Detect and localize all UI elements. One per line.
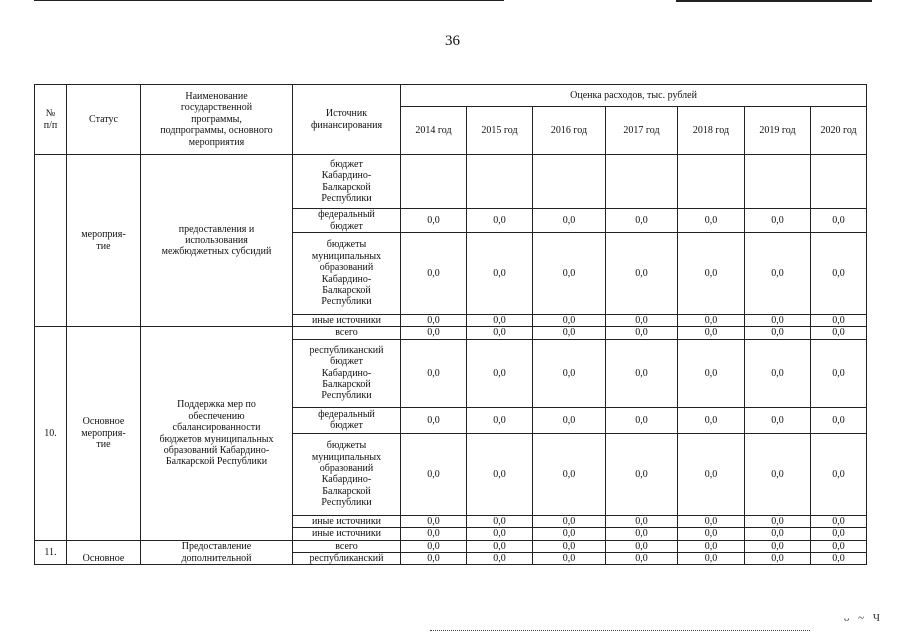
row-name: Поддержка мер по обеспечению сбалансированности бюджетов муниципальных образований Кабардино- Балкарской Республики (141, 327, 293, 540)
row-source: всего (293, 540, 401, 552)
value-cell: 0,0 (533, 315, 606, 327)
budget-table (34, 84, 867, 565)
header-costs: Оценка расходов, тыс. рублей (401, 85, 867, 107)
value-cell: 0,0 (606, 233, 678, 315)
value-cell: 0,0 (811, 407, 867, 433)
value-cell: 0,0 (811, 528, 867, 540)
value-cell: 0,0 (533, 339, 606, 407)
value-cell: 0,0 (811, 540, 867, 552)
value-cell: 0,0 (745, 407, 811, 433)
row-number: 10. (35, 327, 67, 540)
value-cell: 0,0 (811, 209, 867, 233)
value-cell: 0,0 (745, 515, 811, 527)
row-name: Предоставление дополнительной (141, 540, 293, 565)
table-row (35, 155, 867, 209)
value-cell (811, 155, 867, 209)
row-source: бюджеты муниципальных образований Кабардино- Балкарской Республики (293, 233, 401, 315)
handwritten-marks: ᴗ ~ Ч (843, 612, 883, 624)
row-status: Основное мероприя- тие (67, 327, 141, 540)
header-status: Статус (67, 85, 141, 155)
value-cell: 0,0 (467, 553, 533, 565)
value-cell: 0,0 (811, 553, 867, 565)
header-year: 2020 год (811, 107, 867, 155)
value-cell: 0,0 (533, 433, 606, 515)
header-year: 2016 год (533, 107, 606, 155)
value-cell: 0,0 (811, 315, 867, 327)
row-source: иные источники (293, 515, 401, 527)
value-cell: 0,0 (745, 315, 811, 327)
table-row (35, 540, 867, 552)
value-cell: 0,0 (745, 233, 811, 315)
page-number: 36 (445, 33, 460, 49)
row-number-empty (35, 155, 67, 327)
value-cell: 0,0 (606, 407, 678, 433)
value-cell: 0,0 (401, 209, 467, 233)
value-cell: 0,0 (467, 233, 533, 315)
value-cell: 0,0 (467, 540, 533, 552)
header-year: 2017 год (606, 107, 678, 155)
value-cell (606, 155, 678, 209)
value-cell: 0,0 (533, 407, 606, 433)
header-year: 2019 год (745, 107, 811, 155)
value-cell: 0,0 (401, 433, 467, 515)
value-cell: 0,0 (467, 327, 533, 339)
value-cell: 0,0 (745, 433, 811, 515)
value-cell: 0,0 (467, 315, 533, 327)
value-cell: 0,0 (745, 540, 811, 552)
value-cell: 0,0 (533, 553, 606, 565)
value-cell: 0,0 (606, 433, 678, 515)
value-cell: 0,0 (678, 233, 745, 315)
value-cell: 0,0 (811, 327, 867, 339)
value-cell (533, 155, 606, 209)
header-year: 2018 год (678, 107, 745, 155)
value-cell (467, 155, 533, 209)
value-cell: 0,0 (401, 339, 467, 407)
value-cell: 0,0 (401, 515, 467, 527)
value-cell: 0,0 (678, 209, 745, 233)
header-year: 2014 год (401, 107, 467, 155)
value-cell (745, 155, 811, 209)
row-source: бюджет Кабардино- Балкарской Республики (293, 155, 401, 209)
value-cell: 0,0 (678, 315, 745, 327)
value-cell: 0,0 (606, 515, 678, 527)
value-cell: 0,0 (678, 433, 745, 515)
row-source: федеральный бюджет (293, 209, 401, 233)
row-name: предоставления и использования межбюджетных субсидий (141, 155, 293, 327)
value-cell: 0,0 (401, 540, 467, 552)
value-cell: 0,0 (467, 528, 533, 540)
value-cell: 0,0 (533, 515, 606, 527)
value-cell: 0,0 (606, 540, 678, 552)
value-cell: 0,0 (606, 209, 678, 233)
value-cell: 0,0 (745, 528, 811, 540)
value-cell: 0,0 (678, 339, 745, 407)
value-cell: 0,0 (401, 327, 467, 339)
value-cell: 0,0 (745, 339, 811, 407)
row-source: федеральный бюджет (293, 407, 401, 433)
row-status: мероприя- тие (67, 155, 141, 327)
value-cell: 0,0 (678, 407, 745, 433)
value-cell: 0,0 (678, 515, 745, 527)
header-name: Наименование государственной программы, подпрограммы, основного мероприятия (141, 85, 293, 155)
value-cell: 0,0 (533, 327, 606, 339)
value-cell: 0,0 (467, 209, 533, 233)
value-cell: 0,0 (678, 528, 745, 540)
header-source: Источник финансирования (293, 85, 401, 155)
row-status: Основное (67, 540, 141, 565)
row-source: иные источники (293, 528, 401, 540)
value-cell: 0,0 (401, 233, 467, 315)
header-year: 2015 год (467, 107, 533, 155)
value-cell: 0,0 (467, 433, 533, 515)
scan-top-rule-right (676, 0, 872, 2)
value-cell: 0,0 (401, 553, 467, 565)
header-number: № п/п (35, 85, 67, 155)
value-cell (678, 155, 745, 209)
value-cell: 0,0 (533, 233, 606, 315)
row-source: всего (293, 327, 401, 339)
value-cell: 0,0 (401, 528, 467, 540)
table-row (35, 327, 867, 339)
value-cell: 0,0 (533, 528, 606, 540)
value-cell: 0,0 (678, 327, 745, 339)
value-cell: 0,0 (606, 327, 678, 339)
value-cell: 0,0 (811, 515, 867, 527)
value-cell: 0,0 (533, 209, 606, 233)
scan-artifact-strip (430, 630, 810, 636)
value-cell: 0,0 (606, 339, 678, 407)
value-cell: 0,0 (467, 515, 533, 527)
value-cell: 0,0 (811, 233, 867, 315)
value-cell: 0,0 (467, 407, 533, 433)
value-cell: 0,0 (811, 339, 867, 407)
value-cell: 0,0 (401, 315, 467, 327)
value-cell (401, 155, 467, 209)
row-source: республиканский бюджет Кабардино- Балкарской Республики (293, 339, 401, 407)
scan-top-rule-left (34, 0, 504, 1)
row-source: республиканский (293, 553, 401, 565)
value-cell: 0,0 (745, 553, 811, 565)
value-cell: 0,0 (811, 433, 867, 515)
value-cell: 0,0 (401, 407, 467, 433)
value-cell: 0,0 (467, 339, 533, 407)
value-cell: 0,0 (606, 553, 678, 565)
value-cell: 0,0 (745, 209, 811, 233)
value-cell: 0,0 (678, 553, 745, 565)
value-cell: 0,0 (606, 528, 678, 540)
value-cell: 0,0 (606, 315, 678, 327)
value-cell: 0,0 (533, 540, 606, 552)
row-source: бюджеты муниципальных образований Кабардино- Балкарской Республики (293, 433, 401, 515)
row-number: 11. (35, 540, 67, 565)
value-cell: 0,0 (678, 540, 745, 552)
value-cell: 0,0 (745, 327, 811, 339)
row-source: иные источники (293, 315, 401, 327)
